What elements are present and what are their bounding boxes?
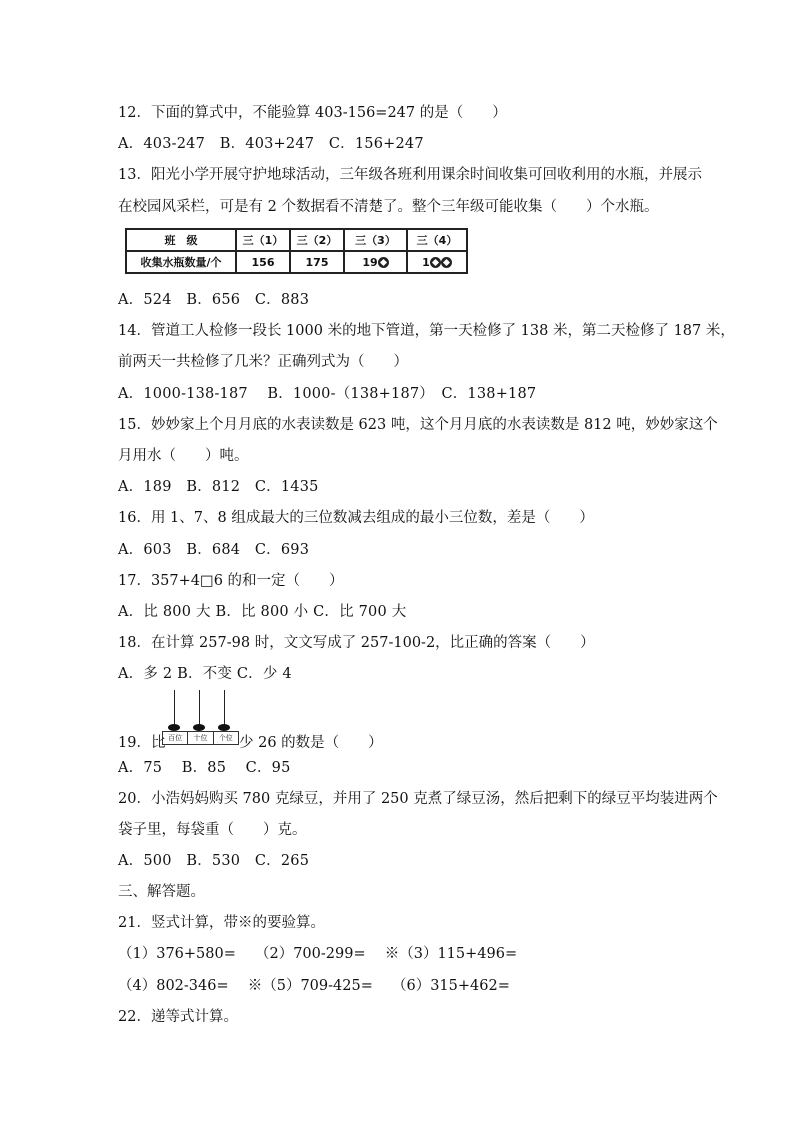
table-header-cell: 三（4） [407, 229, 467, 251]
table-header-row [126, 229, 467, 251]
question-18-options: A．多 2 B．不变 C．少 4 [118, 666, 292, 682]
table-header-cell: 三（1） [236, 229, 290, 251]
question-15-stem-line2: 月用水（ ）吨。 [118, 448, 249, 464]
question-19-options: A．75 B．85 C．95 [118, 760, 291, 776]
question-20-stem-line2: 袋子里，每袋重（ ）克。 [118, 822, 307, 838]
question-21-row2: （4）802-346= ※（5）709-425= （6）315+462= [118, 978, 510, 994]
abacus-label-tens: 十位 [188, 732, 213, 744]
abacus-bead [168, 724, 180, 731]
question-13-stem-line2: 在校园风采栏，可是有 2 个数据看不清楚了。整个三年级可能收集（ ）个水瓶。 [118, 199, 659, 215]
ink-blot-icon [430, 257, 441, 268]
question-21-row1: （1）376+580= （2）700-299= ※（3）115+496= [118, 946, 518, 962]
question-16-stem: 16．用 1、7、8 组成最大的三位数减去组成的最小三位数，差是（ ） [118, 510, 594, 526]
table-cell-obscured [344, 251, 407, 273]
question-15-stem-line1: 15．妙妙家上个月月底的水表读数是 623 吨，这个月月底的水表读数是 812 吨，妙妙家这个 [118, 417, 718, 433]
ink-blot-icon [378, 257, 389, 268]
abacus-bead [218, 724, 230, 731]
table-header-cell: 三（2） [290, 229, 344, 251]
section-heading: 三、解答题。 [118, 884, 205, 900]
question-18-stem: 18．在计算 257-98 时，文文写成了 257-100-2，比正确的答案（ ） [118, 635, 595, 651]
question-13-options: A．524 B．656 C．883 [118, 292, 310, 308]
question-13-stem-line1: 13．阳光小学开展守护地球活动，三年级各班利用课余时间收集可回收利用的水瓶，并展示 [118, 167, 702, 183]
abacus-icon [162, 690, 238, 746]
question-14-stem-line2: 前两天一共检修了几米？正确列式为（ ） [118, 354, 408, 370]
ink-blot-icon [441, 257, 452, 268]
table-cell-prefix: 1 [422, 255, 430, 269]
question-14-stem-line1: 14．管道工人检修一段长 1000 米的地下管道，第一天检修了 138 米，第二天检修了 187 米， [118, 323, 735, 339]
table-row [126, 251, 467, 273]
question-15-options: A．189 B．812 C．1435 [118, 479, 319, 495]
table-cell-prefix: 19 [362, 255, 378, 269]
question-19-stem-prefix: 19．比 [118, 735, 166, 751]
abacus-label-hundreds: 百位 [163, 732, 188, 744]
question-14-options: A．1000-138-187 B．1000-（138+187） C．138+187 [118, 386, 537, 402]
table-header-cell: 三（3） [344, 229, 407, 251]
question-22-stem: 22．递等式计算。 [118, 1009, 238, 1025]
question-17-stem: 17．357+4□6 的和一定（ ） [118, 573, 344, 589]
question-20-stem-line1: 20．小浩妈妈购买 780 克绿豆，并用了 250 克煮了绿豆汤，然后把剩下的绿豆平均装进两个 [118, 791, 718, 807]
table-cell-obscured [407, 251, 467, 273]
abacus-bead [193, 724, 205, 731]
table-cell: 156 [236, 251, 290, 273]
question-20-options: A．500 B．530 C．265 [118, 853, 310, 869]
table-cell: 175 [290, 251, 344, 273]
table-row-label: 收集水瓶数量/个 [126, 251, 236, 273]
abacus-place-labels [162, 731, 239, 745]
abacus-rod [224, 690, 225, 728]
question-12-stem: 12．下面的算式中，不能验算 403-156=247 的是（ ） [118, 105, 507, 121]
abacus-rod [174, 690, 175, 728]
question-21-stem: 21．竖式计算，带※的要验算。 [118, 915, 325, 931]
question-19-stem-suffix: 少 26 的数是（ ） [239, 735, 383, 751]
table-header-cell: 班 级 [126, 229, 236, 251]
question-17-options: A．比 800 大 B．比 800 小 C．比 700 大 [118, 604, 407, 620]
abacus-label-ones: 个位 [218, 734, 233, 742]
question-12-options: A．403-247 B．403+247 C．156+247 [118, 136, 424, 152]
bottle-collection-table [125, 228, 468, 274]
abacus-rod [199, 690, 200, 728]
question-16-options: A．603 B．684 C．693 [118, 542, 310, 558]
